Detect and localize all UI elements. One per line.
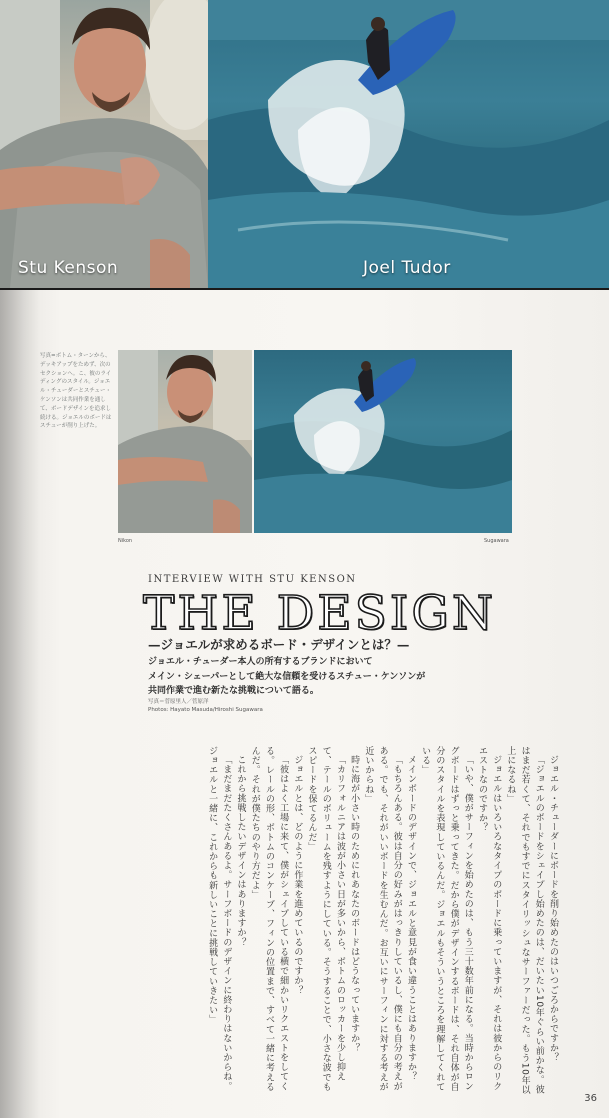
body-paragraph: メインボードのデザインで、ジョエルと意見が食い違うことはありますか？: [405, 755, 416, 1082]
article-headline: THE DESIGN: [143, 586, 497, 641]
article-subhead: —ジョエルが求めるボード・デザインとは？—: [148, 637, 410, 652]
article-lead: [148, 655, 425, 699]
body-paragraph: 「まだまだたくさんあるよ。サーフボードのデザインに終わりはないからね。ジョエルと一緒に、これからも新しいことに挑戦していきたい」: [207, 746, 232, 1091]
side-photo-note: 写真=ボトム・ターンから、デッキアップをためず、次のセクションへ。こ、彼のライディングのスタイル。ジョエル・チューダーとスチュー・ケンソンは共同作業を通して、ボードデザインを追求し続ける。ジョエルのボードはスチューが削り上げた。: [40, 353, 112, 430]
body-paragraph: ジョエルはいろいろなタイプのボードに乗っていますが、それは彼からのリクエストなのですか？: [476, 746, 502, 1091]
photo-joel-tudor: [208, 0, 609, 288]
inner-photo-joel-tudor: [254, 350, 512, 533]
body-paragraph: これから挑戦したいデザインはありますか？: [235, 755, 246, 947]
body-paragraph: 「ジョエルのボードをシェイプし始めたのは、だいたい10年ぐらい前かな。彼はまだ若くて、それでもすでにスタイリッシュなサーファーだった。もう10年以上になるね」: [505, 746, 544, 1095]
article-body: [60, 746, 560, 1096]
photo-byline: [148, 698, 263, 714]
body-paragraph: 「もちろんある。彼は自分の好みがはっきりしているし、僕にも自分の考えがある。でも、それがいいボードを生むんだ。お互いにサーフィンに対する考えが近いからね」: [363, 746, 402, 1092]
page-number: 36: [584, 1093, 597, 1104]
inner-photo-stu-kenson-illustration: [118, 350, 252, 533]
photo-stu-kenson-illustration: [0, 0, 208, 288]
lead-line: 共同作業で進む新たな挑戦について語る。: [148, 686, 319, 696]
body-paragraph: 「カリフォルニアは波が小さい日が多いから、ボトムのロッカーを少し抑えて、テールのボリュームを残すようにしている。そうすることで、小さな波でもスピードを保てるんだ」: [306, 746, 345, 1092]
photo-credit-right: Sugawara: [484, 538, 509, 544]
body-paragraph: ジョエルとは、どのように作業を進めているのですか？: [292, 755, 303, 995]
inner-photo-stu-kenson: [118, 350, 252, 533]
lead-line: メイン・シェーパーとして絶大な信頼を受けるスチュー・ケンソンが: [148, 671, 426, 682]
article-kicker: INTERVIEW WITH STU KENSON: [148, 574, 357, 585]
top-photo-strip: [0, 0, 609, 288]
photo-credit-left: Nikon: [118, 538, 133, 544]
page-gutter-shadow: [0, 290, 40, 1118]
inner-photo-joel-tudor-illustration: [254, 350, 512, 533]
byline-romaji: Photos: Hayato Masuda/Hiroshi Sugawara: [148, 707, 263, 713]
lead-line: ジョエル・チューダー本人の所有するブランドにおいて: [148, 657, 373, 667]
photo-stu-kenson: [0, 0, 208, 288]
body-paragraph: 「いや、僕がサーフィンを始めたのは、もう三十数年前になる。当時からロングボードはずっと乗ってきた。だから僕がデザインするボードは、それ自体が自分のスタイルを表現しているんだ。ジョエルもそういうところを理解してくれている」: [420, 746, 473, 1092]
inner-photo-spread: [118, 350, 512, 533]
caption-joel-tudor: Joel Tudor: [363, 258, 451, 278]
magazine-page: [0, 290, 609, 1118]
body-paragraph: 時に海が小さい時のためにれあなたのボードはどうなっていますか？: [349, 755, 360, 1053]
byline-japanese: 写真＝菅原里人／菅原洋: [148, 699, 209, 705]
photo-joel-tudor-illustration: [208, 0, 609, 288]
body-paragraph: 「彼はよく工場に来て、僕がシェイプしている横で細かいリクエストをしてくる。レールの形、ボトムのコンケーブ、フィンの位置まで、すべて一緒に考えるんだ。それが僕たちのやり方だよ」: [249, 746, 289, 1092]
caption-stu-kenson: Stu Kenson: [18, 258, 119, 278]
body-paragraph: ジョエル・チューダーにボードを削り始めたのはいつごろからですか？: [548, 755, 558, 1063]
